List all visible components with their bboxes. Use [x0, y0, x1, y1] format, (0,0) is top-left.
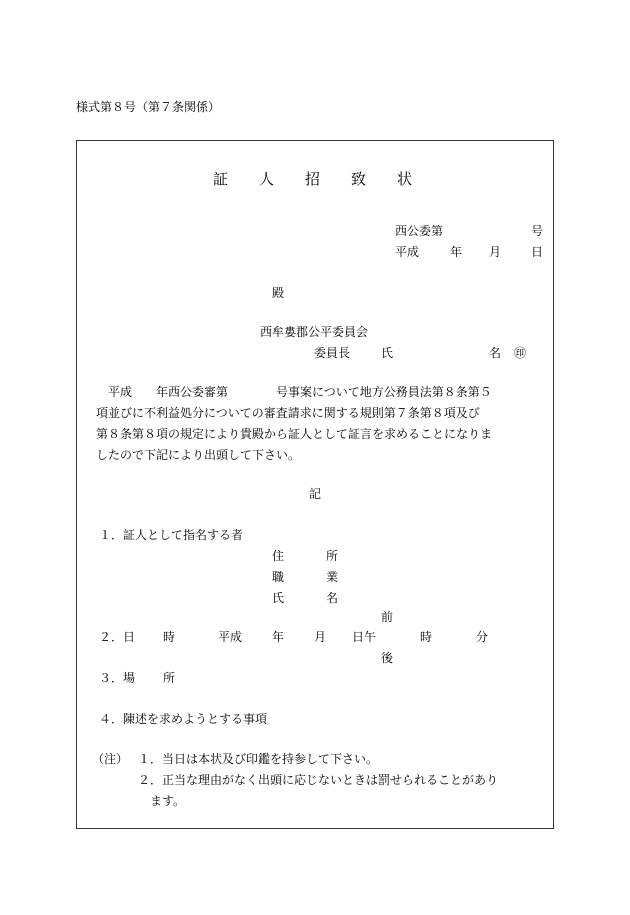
item3-no: ３．場	[99, 671, 136, 685]
note-1: １．当日は本状及び印鑑を持参して下さい。	[138, 752, 379, 766]
title-char: 状	[397, 170, 413, 188]
job-label-1: 職	[272, 570, 285, 584]
note-2-line1: ２．正当な理由がなく出頭に応じないときは罰せられることがあり	[138, 773, 499, 787]
date-month-unit: 月	[489, 245, 502, 259]
item2-ji: 時	[163, 630, 176, 644]
item2-min: 分	[476, 630, 489, 644]
ki-heading: 記	[309, 487, 322, 501]
title-char: 招	[305, 170, 321, 188]
ref-suffix: 号	[531, 224, 544, 238]
item1-label: １．証人として指名する者	[99, 528, 244, 542]
item4-label: ４．陳述を求めようとする事項	[99, 712, 268, 726]
issuer-name-suffix: 名	[489, 346, 502, 360]
item2-era: 平成	[218, 630, 243, 644]
date-era: 平成	[395, 245, 420, 259]
item2-month: 月	[314, 630, 327, 644]
body-line: 項並びに不利益処分についての審査請求に関する規則第７条第８項及び	[96, 406, 480, 420]
document-title	[213, 172, 443, 187]
title-char: 人	[259, 170, 275, 188]
name-label-1: 氏	[272, 591, 285, 605]
address-label-2: 所	[326, 549, 339, 563]
form-number: 様式第８号（第７条関係）	[76, 100, 221, 114]
body-paragraph	[96, 382, 548, 466]
body-line: 平成 年西公委審第 号事案について地方公務員法第８条第５	[96, 385, 492, 399]
name-label-2: 名	[326, 591, 339, 605]
body-line: 第８条第８項の規定により貴殿から証人として証言を求めることになりま	[96, 427, 493, 441]
body-line: したので下記により出頭して下さい。	[96, 448, 301, 462]
title-char: 致	[351, 170, 367, 188]
ref-prefix: 西公委第	[395, 224, 444, 238]
note-2-line2: ます。	[150, 794, 186, 808]
item3-sho: 所	[163, 671, 176, 685]
address-label-1: 住	[272, 549, 285, 563]
issuer-org: 西牟婁郡公平委員会	[260, 325, 369, 339]
title-char: 証	[213, 170, 229, 188]
pm-marker: 後	[381, 651, 394, 665]
item2-no: ２．日	[99, 630, 136, 644]
item2-gozen: 午	[364, 630, 377, 644]
date-year-unit: 年	[450, 245, 463, 259]
item2-hour: 時	[420, 630, 433, 644]
item2-year: 年	[272, 630, 285, 644]
addressee-honorific: 殿	[272, 286, 285, 300]
date-day-unit: 日	[531, 245, 544, 259]
am-marker: 前	[381, 610, 394, 624]
job-label-2: 業	[326, 570, 339, 584]
seal-mark: ㊞	[514, 346, 527, 360]
issuer-name-prefix: 氏	[381, 346, 394, 360]
item2-day: 日	[352, 630, 365, 644]
issuer-chair-label: 委員長	[314, 346, 351, 360]
notes-label: （注）	[92, 752, 129, 766]
